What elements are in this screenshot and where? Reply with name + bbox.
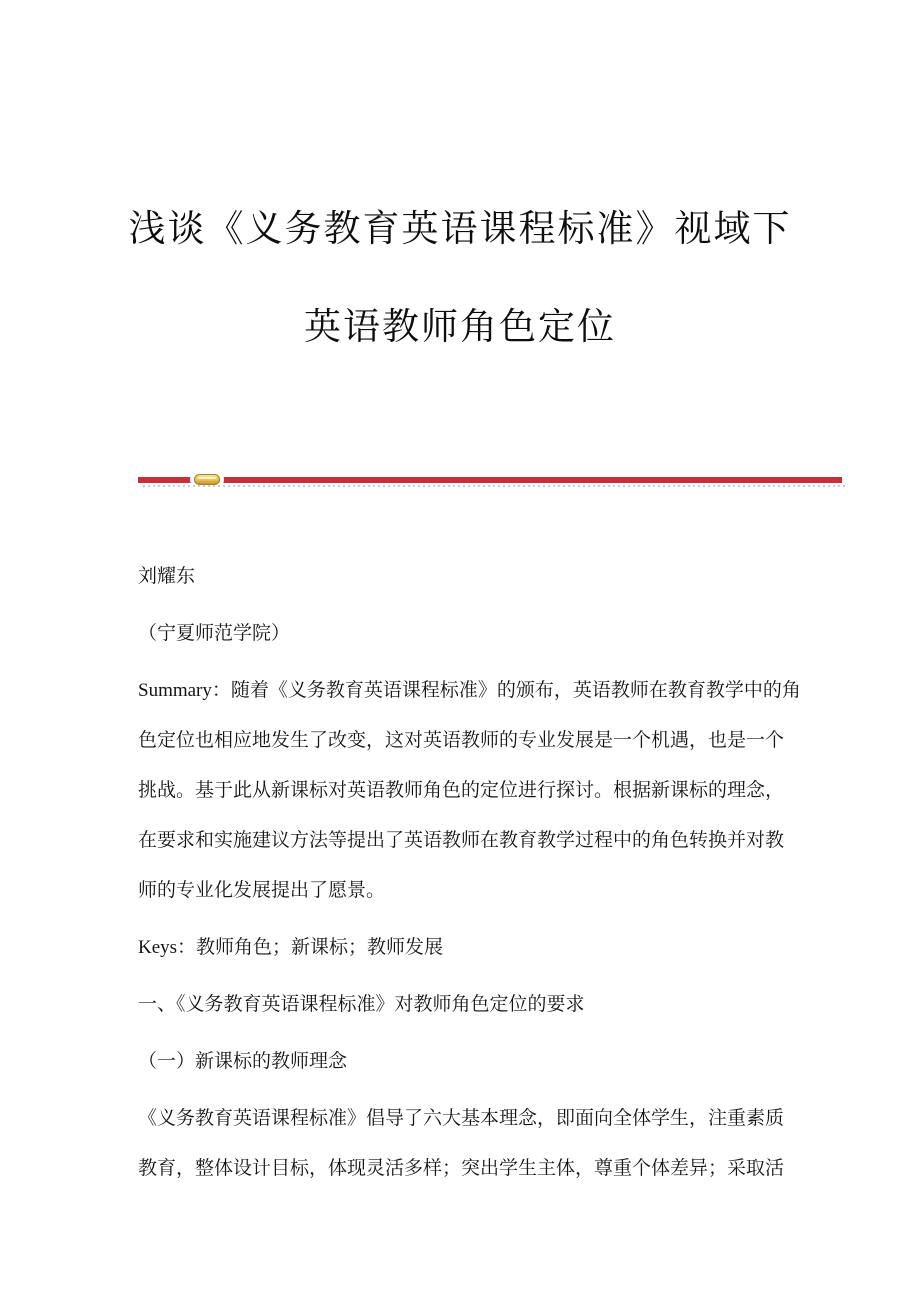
body-line: 《义务教育英语课程标准》倡导了六大基本理念，即面向全体学生，注重素质 — [138, 1108, 785, 1129]
document-title-line2: 英语教师角色定位 — [304, 307, 616, 348]
summary-line: 挑战。基于此从新课标对英语教师角色的定位进行探讨。根据新课标的理念， — [138, 780, 785, 801]
document-title-line1: 浅谈《义务教育英语课程标准》视域下 — [128, 209, 792, 250]
subsection-heading: （一）新课标的教师理念 — [138, 1051, 348, 1072]
summary-line: 师的专业化发展提出了愿景。 — [138, 880, 386, 901]
summary-paragraph — [138, 666, 848, 916]
affiliation-line: （宁夏师范学院） — [138, 623, 291, 644]
author-line: 刘耀东 — [138, 566, 196, 587]
body-paragraph — [138, 1094, 848, 1194]
document-body — [138, 552, 848, 1201]
keywords-line: Keys：教师角色；新课标；教师发展 — [138, 937, 444, 958]
divider-ornament-icon — [194, 474, 220, 485]
decorative-divider — [138, 477, 842, 483]
body-line: 教育，整体设计目标，体现灵活多样；突出学生主体，尊重个体差异；采取活 — [138, 1158, 785, 1179]
summary-line: Summary：随着《义务教育英语课程标准》的颁布，英语教师在教育教学中的角 — [138, 680, 801, 701]
summary-line: 在要求和实施建议方法等提出了英语教师在教育教学过程中的角色转换并对教 — [138, 830, 785, 851]
summary-line: 色定位也相应地发生了改变，这对英语教师的专业发展是一个机遇，也是一个 — [138, 730, 785, 751]
section-heading: 一、《义务教育英语课程标准》对教师角色定位的要求 — [138, 994, 585, 1015]
